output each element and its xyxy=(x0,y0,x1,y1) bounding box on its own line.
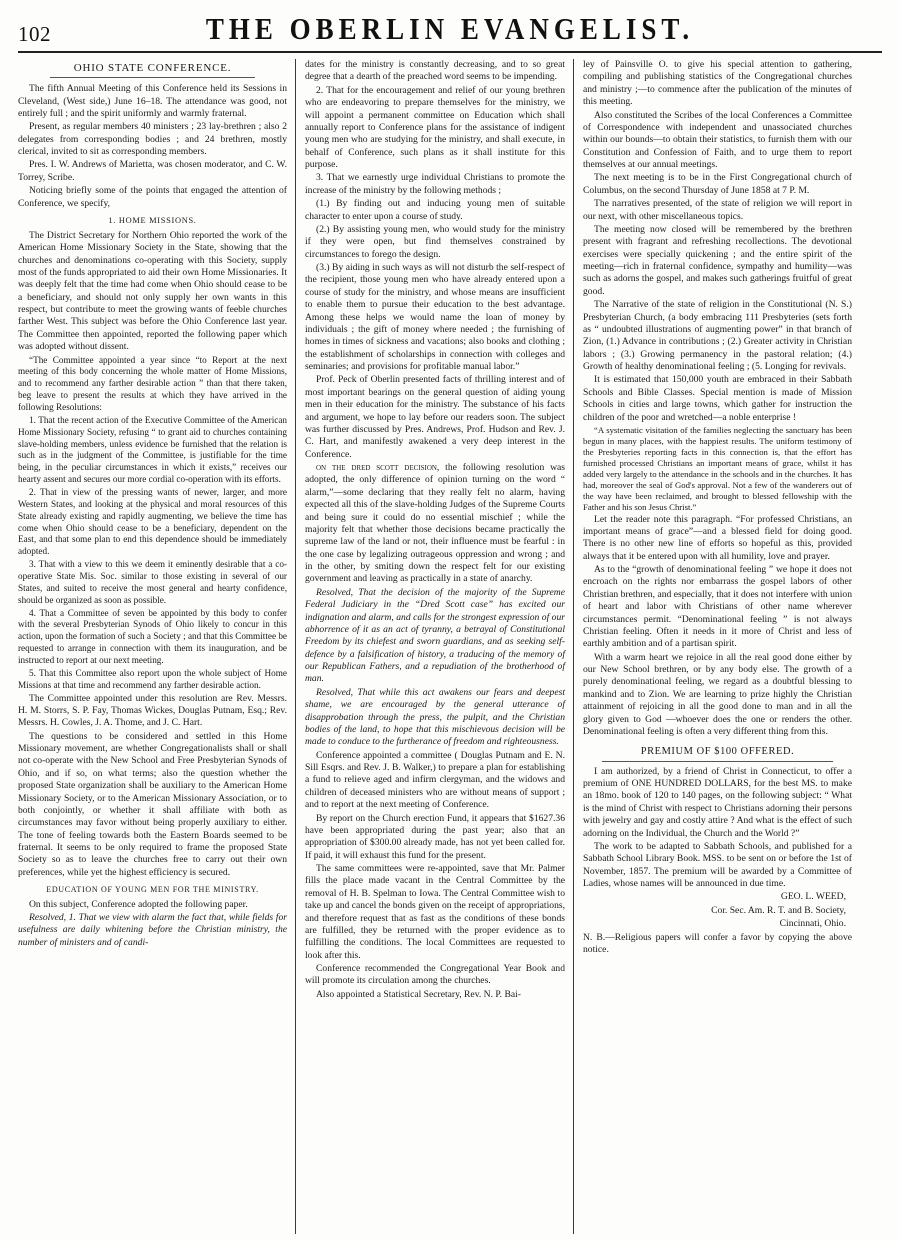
quoted-extract: “A systematic visitation of the families neglecting the sanctuary has been begun in many places, with the happiest results. The uniform testimony of the Presbyteries reporting facts in this connection is, that the effort has furnished processed Christians an important means of grace, whilst it has added very largely to the attendance in the schools and in the churches. It has had, moreover the seal of God's approval. Not a few of the wanderers out of the way have been reclaimed, and brought to blessed fellowship with the Father and his son Jesus Christ.” xyxy=(583,424,852,512)
paragraph: 2. That for the encouragement and relief of our young brethren who are endeavoring to prepare themselves for the ministry, we will appoint a permanent committee on Education which shall annually report to Conference plans for the assistance of indigent young men who are studying for the ministry, and shall execute, in behalf of Conference, such plans as it shall institute for this purpose. xyxy=(305,84,565,170)
publication-title: THE OBERLIN EVANGELIST. xyxy=(205,12,695,46)
paragraph: Noticing briefly some of the points that engaged the attention of Conference, we specify, xyxy=(18,185,287,209)
resolution-item: 2. That in view of the pressing wants of newer, larger, and more Western States, and looking at the physical and moral resources of this State already existing and rapidly augmenting, we believe the time has come when Ohio should cease to be a beneficiary, dependent on the East, and that some plan to end this dependence should be immediately adopted. xyxy=(18,486,287,557)
paragraph: Present, as regular members 40 ministers ; 23 lay-brethren ; also 2 delegates from corresponding bodies ; and 24 brethren, mostly clerical, invited to sit as corresponding members. xyxy=(18,121,287,158)
editorial-note: N. B.—Religious papers will confer a favor by copying the above notice. xyxy=(583,931,852,955)
paragraph: The fifth Annual Meeting of this Conference held its Sessions in Cleveland, (West side,) June 16–18. The attendance was good, not entirely full ; and the spirit uniformly and warmly fraternal. xyxy=(18,83,287,119)
resolution-item: 4. That a Committee of seven be appointed by this body to confer with the several Presbyterian Synods of Ohio likely to concur in this action, upon the formation of such a Society ; and that this Committee be requested to arrange in connection with them its inauguration, and be instructed to report at our next meeting. xyxy=(18,607,287,666)
paragraph: Conference recommended the Congregational Year Book and will promote its circulation among the churches. xyxy=(305,963,565,987)
resolution-item: 3. That with a view to this we deem it eminently desirable that a co-operative State Mis. Soc. similar to those existing in several of our States, and suited to receive the most general and hearty confidence, should be organized as soon as possible. xyxy=(18,559,287,605)
paragraph: dates for the ministry is constantly decreasing, and to so great degree that a dearth of the preached word seems to be impending. xyxy=(305,59,565,83)
paragraph: Prof. Peck of Oberlin presented facts of thrilling interest and of most important bearings on the general question of aiding young men in their education for the ministry. The substance of his facts and argument, we hope to lay before our readers soon. The subject was further discussed by Pres. Andrews, Prof. Hudson and Rev. J. C. Hart, and manifestly awakened a very deep interest in the Conference. xyxy=(305,374,565,460)
column-three xyxy=(574,59,852,1234)
subhead-home-missions: 1. HOME MISSIONS. xyxy=(108,215,197,225)
column-one xyxy=(18,59,296,1234)
dred-scott-lead-in: on the dred scott decision, xyxy=(316,462,440,473)
paragraph: The Narrative of the state of religion in the Constitutional (N. S.) Presbyterian Church, (a body embracing 111 Presbyteries (sets forth as “ undoubted illustrations of augmenting power” in that branch of Zion, (1.) Advance in contributions ; (2.) Greater activity in Christian labors ; (3.) Growing permanency in the pastoral relation; (4.) Growth of healthy denominational feeling ; (5. Longing for revivals. xyxy=(583,299,852,372)
section-heading-ohio-state-conference: OHIO STATE CONFERENCE. xyxy=(50,61,254,78)
paragraph: (2.) By assisting young men, who would study for the ministry if they were open, but find themselves constrained by circumstances to forego the design. xyxy=(305,223,565,260)
page-number: 102 xyxy=(18,22,51,46)
paragraph: The narratives presented, of the state of religion we will report in our next, with other miscellaneous topics. xyxy=(583,198,852,222)
paragraph: As to the “growth of denominational feeling ” we hope it does not encroach on the rights nor embarrass the gospel labors of other Christian brethren, and especially, that it does not interfere with union of heart and labor with Christians of other name wherever circumstances permit. “Denominational feeling ” is not always Christian feeling. Often it needs in it more of Christ and less of earthly ambition and of a partisan spirit. xyxy=(583,564,852,650)
paragraph: ley of Painsville O. to give his special attention to gathering, compiling and publishing statistics of the Congregational churches and ministry ;—to commence after the publication of the minutes of this meeting. xyxy=(583,59,852,108)
dred-scott-body: the following resolution was adopted, the only difference of opinion turning on the word “ alarm,”—some declaring that they really felt no alarm, having expected all this of the slave-holding Judges of the Supreme Courts and being sure it could do no essential mischief ; while the majority felt that whether those decisions became practically the supreme law of the land or not, their influence must be fearful : in the one case by legalizing outrageous oppression and wrong ; and in the other, by smiting down the respect felt for our existing government and leaving as practically in a state of anarchy. xyxy=(305,462,565,585)
paragraph: The meeting now closed will be remembered by the brethren present with fragrant and refreshing recollections. The devotional exercises were specially quickening ; and the entire spirit of the meeting—rich in fraternal confidence, sympathy and humility—was such as adorns the gospel, and makes such gatherings fruitful of great good. xyxy=(583,223,852,297)
subhead-education-of-young-men: EDUCATION OF YOUNG MEN FOR THE MINISTRY. xyxy=(46,885,259,895)
paragraph: The next meeting is to be in the First Congregational church of Columbus, on the second Thursday of June 1858 at 7 P. M. xyxy=(583,172,852,196)
paragraph: (1.) By finding out and inducing young men of suitable character to enter upon a course of study. xyxy=(305,198,565,222)
signature-name: GEO. L. WEED, xyxy=(780,891,846,903)
paragraph: Pres. I. W. Andrews of Marietta, was chosen moderator, and C. W. Torrey, Scribe. xyxy=(18,159,287,183)
paragraph: The same committees were re-appointed, save that Mr. Palmer fills the place made vacant in the Central Committee by the removal of H. B. Spelman to Iowa. The Central Committee wish to take up and cancel the bonds given on the receipt of appropriations, and therefore request that as fast as the conditions of these bonds are fulfilled, they be returned with the proper evidence as to fulfilling the conditions. The local Committees are requested to look after this. xyxy=(305,863,565,961)
paragraph: Also appointed a Statistical Secretary, Rev. N. P. Bai- xyxy=(316,988,521,1000)
resolution-item: Resolved, That the decision of the majority of the Supreme Federal Judiciary in the “Dred Scott case” has excited our indignation and alarm, and calls for the strongest expression of our abhorrence of it as an act of tyranny, a betrayal of Constitutional Freedom by its chiefest and sworn guardians, and as seeking self-defence by a falsification of history, a traducing of the memory of our Republican Fathers, and a repudiation of the brotherhood of man. xyxy=(305,586,565,685)
paragraph: On this subject, Conference adopted the following paper. xyxy=(29,898,248,910)
resolved-continued: Resolved, 1. That we view with alarm the fact that, while fields for usefulness are daily whitening before the Christian ministry, the number of ministers and of candi- xyxy=(18,911,287,948)
paragraph: It is estimated that 150,000 youth are embraced in their Sabbath Schools and Bible Classes. Special mention is made of Mission Schools in cities and large towns, which gather for instruction the children of the poor and wretched—a noble enterprise ! xyxy=(583,374,852,423)
resolution-item: 5. That this Committee also report upon the whole subject of Home Missions at that time and recommend any farther desirable action. xyxy=(18,667,287,690)
column-container xyxy=(18,59,882,1234)
paragraph: I am authorized, by a friend of Christ in Connecticut, to offer a premium of ONE HUNDRED DOLLARS, for the best MS. to make an 18mo. book of 120 to 140 pages, on the following subject: “ What is the mind of Christ with respect to Christians adorning their persons with jewelry and gay and costly attire ? And what is the effect of such adorning on the Individual, the Church and the World ?” xyxy=(583,765,852,839)
paragraph: The Committee appointed under this resolution are Rev. Messrs. H. M. Storrs, S. P. Fay, Thomas Wickes, Douglas Putnam, Esq.; Rev. Messrs. H. Cowles, J. A. Thome, and J. C. Hart. xyxy=(18,692,287,729)
resolution-item: Resolved, That while this act awakens our fears and deepest shame, we are encouraged by the general utterance of disapprobation through the press, the pulpit, and the Christian bodies of the land, to hope that this mischievous decision will be made to conduce to the furtherance of freedom and righteousness. xyxy=(305,686,565,748)
paragraph: 3. That we earnestly urge individual Christians to promote the increase of the ministry by the following methods ; xyxy=(305,172,565,196)
paragraph: (3.) By aiding in such ways as will not disturb the self-respect of the recipient, those young men who have already entered upon a course of study for the ministry, and whose means are insufficient to enable them to pursue their education to the best advantage. Among these helps we would name the loan of money by individuals ; the gift of money where needed ; the furnishing of homes in times of sickness and vacations; also books and clothing ; the establishment of scholarships in connection with colleges and seminaries; and provisions for profitable manual labor.” xyxy=(305,262,565,372)
paragraph: The work to be adapted to Sabbath Schools, and published for a Sabbath School Library Book. MSS. to be sent on or before the 1st of November, 1857. The premium will be awarded by a Committee of Ladies, whose names will be announced in due time. xyxy=(583,840,852,890)
resolutions-intro: “The Committee appointed a year since “to Report at the next meeting of this body concerning the whole matter of Home Missions, and to recommend any farther desirable action ” than that there taken, beg leave to present the results at which they have arrived in the following Resolutions: xyxy=(18,354,287,412)
masthead xyxy=(18,12,882,53)
section-heading-premium: PREMIUM OF $100 OFFERED. xyxy=(602,745,833,761)
paragraph: The District Secretary for Northern Ohio reported the work of the American Home Missionary Society in the State, showing that the churches and denominations co-operating with this Society, supply most of the funds appropriated to aid their own Home Missionaries. It was deeply felt that the time had come when Ohio should cease to be a beneficiary, and should not only supply her own wants in this respect, but contribute to meet the growing wants of feeble churches farther West. This subject was before the Ohio Conference last year. The Committee then appointed, reported the following paper which was adopted without dissent. xyxy=(18,229,287,353)
signature-title: Cor. Sec. Am. R. T. and B. Society, xyxy=(711,904,846,916)
paragraph: Also constituted the Scribes of the local Conferences a Committee of Correspondence with independent and unassociated churches within our bounds—to obtain their statistics, to furnish them with our Constitution and Confession of Faith, and to urge them to report themselves at our annual meetings. xyxy=(583,109,852,170)
paragraph: The questions to be considered and settled in this Home Missionary movement, are whether Congregationalists shall or shall not co-operate with the New School and Free Presbyterian Synods of Ohio, and if so, on what terms; also the question whether the proposed State organization shall be auxiliary to the American Home Missionary Society, or to the American Missionary Association, or to both conjointly, or whether it shall affiliate with both as circumstances may favor without being properly auxiliary to either. The tone of feeling towards both the Eastern Boards seemed to be fraternal. It seems to be only required to frame the proposed State Society so as to leave the churches free to carry out their own preferences, while yet the highest efficiency is secured. xyxy=(18,730,287,878)
dred-scott-paragraph xyxy=(305,462,565,586)
paragraph: Let the reader note this paragraph. “For professed Christians, an important means of grace”—and a blessed field for doing good. There is no other new line of efforts so hopeful as this, provided always that it be entered upon with all humility, love and prayer. xyxy=(583,513,852,562)
column-two xyxy=(296,59,574,1234)
paragraph: Conference appointed a committee ( Douglas Putnam and E. N. Sill Esqrs. and Rev. J. B. Walker,) to prepare a plan for establishing a fund to relieve aged and infirm clergyman, and the widows and children of deceased ministers who are without means of support ; and to report at the next meeting of Conference. xyxy=(305,749,565,811)
paragraph: With a warm heart we rejoice in all the real good done either by our New School brethren, or by any body else. The growth of a purely denominational feeling, we regard as a doubtful blessing to mankind and to Zion. We are learning to prize highly the Christian attainment of rejoicing in all the good done to man and in all the glory given to God —whoever does the one or renders the other. Denominational feeling is often a very different thing from this. xyxy=(583,651,852,737)
paragraph: By report on the Church erection Fund, it appears that $1627.36 have been appropriated during the past year; also that an appropriation of $300.00 already made, has not yet been called for. If paid, it will exhaust this fund for the present. xyxy=(305,812,565,861)
resolution-item: 1. That the recent action of the Executive Committee of the American Home Missionary Society, refusing “ to grant aid to churches containing slave-holding members, unless evidence be furnished that the relation is such as in the judgment of the Committee, is justifiable for the time being, in the peculiar circumstances in which it exists,” receives our hearty assent and secures our more cordial co-operation with its efforts. xyxy=(18,414,287,485)
signature-location: Cincinnati, Ohio. xyxy=(779,918,846,930)
